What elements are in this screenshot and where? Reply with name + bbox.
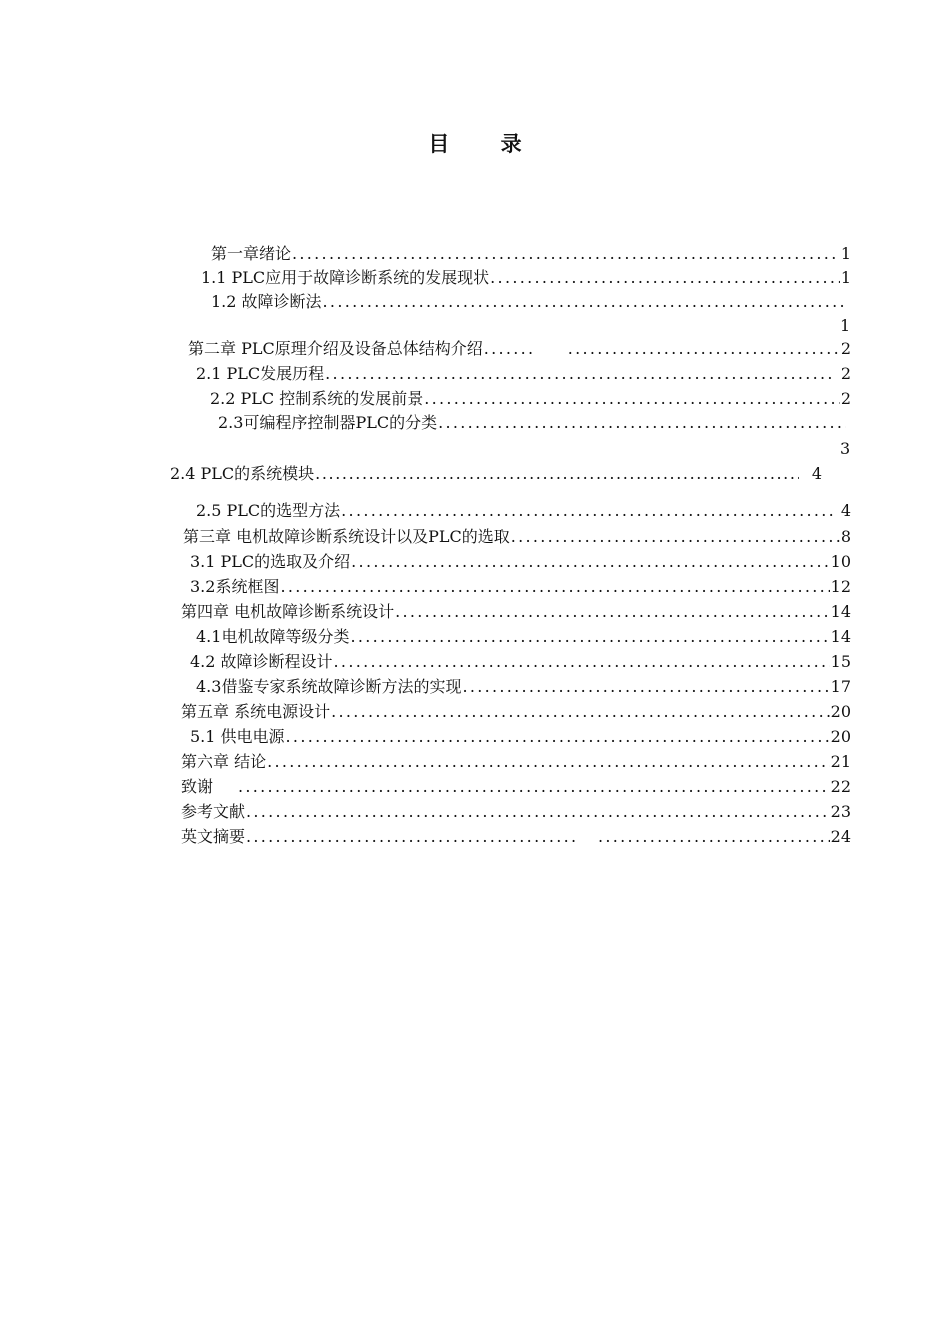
toc-entry-page: 21 xyxy=(830,752,851,771)
leader-dots xyxy=(341,501,834,521)
toc-entry-label: 第三章 电机故障诊断系统设计以及PLC的选取 xyxy=(183,527,510,546)
toc-entry-label: 4.3借鉴专家系统故障诊断方法的实现 xyxy=(196,677,462,696)
toc-entry-5-1[interactable] xyxy=(190,727,851,747)
toc-entry-ch4[interactable] xyxy=(181,602,851,622)
toc-entry-page: 23 xyxy=(830,802,851,821)
leader-dots xyxy=(424,389,840,409)
toc-entry-page: 1 xyxy=(840,244,851,263)
toc-entry-2-1[interactable] xyxy=(196,364,851,384)
toc-entry-english-abstract[interactable] xyxy=(181,827,851,847)
toc-entry-page: 20 xyxy=(830,702,851,721)
toc-entry-label: 3.2系统框图 xyxy=(190,577,280,596)
leader-dots xyxy=(286,727,830,747)
leader-dots xyxy=(490,268,840,288)
toc-entry-page: 20 xyxy=(830,727,851,746)
toc-entry-label: 英文摘要 xyxy=(181,827,246,846)
toc-entry-label: 第六章 结论 xyxy=(181,752,267,771)
toc-entry-page: 2 xyxy=(840,389,851,408)
toc-entry-label: 2.5 PLC的选型方法 xyxy=(196,501,341,520)
toc-entry-page: 22 xyxy=(830,777,851,796)
toc-entry-ch1[interactable] xyxy=(211,244,851,264)
toc-entry-label: 4.2 故障诊断程设计 xyxy=(190,652,333,671)
toc-entry-page: 2 xyxy=(840,339,851,358)
toc-entry-page: 8 xyxy=(840,527,851,546)
toc-entry-2-3[interactable] xyxy=(218,413,847,433)
toc-entry-2-2[interactable] xyxy=(210,389,851,409)
toc-entry-ch5[interactable] xyxy=(181,702,851,722)
toc-entry-label: 第二章 PLC原理介绍及设备总体结构介绍 xyxy=(188,339,483,358)
toc-entry-1-2[interactable] xyxy=(211,292,847,312)
leader-dots xyxy=(246,827,576,847)
toc-entry-page: 4 xyxy=(840,501,851,520)
leader-dots xyxy=(246,802,830,822)
toc-entry-3-2[interactable] xyxy=(190,577,851,597)
page-title: 目 录 xyxy=(428,132,544,156)
toc-entry-2-4[interactable] xyxy=(170,464,822,484)
leader-dots xyxy=(511,527,840,547)
toc-entry-page: 14 xyxy=(830,602,851,621)
toc-entry-page: 12 xyxy=(830,577,851,596)
toc-entry-ch3[interactable] xyxy=(183,527,851,547)
toc-entry-label: 第五章 系统电源设计 xyxy=(181,702,331,721)
toc-entry-page: 2 xyxy=(840,364,851,383)
toc-entry-label: 2.4 PLC的系统模块 xyxy=(170,464,315,483)
toc-entry-page: 1 xyxy=(840,268,851,287)
leader-dots xyxy=(325,364,834,384)
leader-dots xyxy=(331,702,830,722)
leader-dots xyxy=(323,292,846,312)
leader-dots xyxy=(568,339,840,359)
toc-entry-label: 4.1电机故障等级分类 xyxy=(196,627,350,646)
leader-dots xyxy=(334,652,830,672)
toc-entry-label: 第四章 电机故障诊断系统设计 xyxy=(181,602,395,621)
toc-entry-label: 3.1 PLC的选取及介绍 xyxy=(190,552,351,571)
toc-entry-label: 致谢 xyxy=(181,777,214,796)
toc-entry-page: 4 xyxy=(811,464,822,483)
toc-entry-label: 2.3可编程序控制器PLC的分类 xyxy=(218,413,438,432)
leader-dots xyxy=(484,339,536,359)
leader-dots xyxy=(462,677,829,697)
toc-entry-label: 1.1 PLC应用于故障诊断系统的发展现状 xyxy=(201,268,490,287)
toc-entry-label: 参考文献 xyxy=(181,802,246,821)
toc-entry-page: 14 xyxy=(830,627,851,646)
toc-entry-page: 24 xyxy=(830,827,851,846)
leader-dots xyxy=(350,627,829,647)
toc-entry-4-3[interactable] xyxy=(196,677,851,697)
toc-entry-4-1[interactable] xyxy=(196,627,851,647)
toc-entry-label: 5.1 供电电源 xyxy=(190,727,285,746)
toc-entry-4-2[interactable] xyxy=(190,652,851,672)
toc-entry-ch2[interactable] xyxy=(188,339,851,359)
toc-entry-ch6[interactable] xyxy=(181,752,851,772)
toc-entry-acknowledgements[interactable] xyxy=(181,777,851,797)
leader-dots xyxy=(351,552,829,572)
toc-entry-page: 10 xyxy=(830,552,851,571)
leader-dots xyxy=(238,777,830,797)
toc-entry-page: 3 xyxy=(840,439,851,458)
leader-dots xyxy=(395,602,830,622)
toc-entry-1-1[interactable] xyxy=(201,268,851,288)
toc-entry-label: 1.2 故障诊断法 xyxy=(211,292,322,311)
leader-dots xyxy=(267,752,830,772)
toc-entry-label: 2.1 PLC发展历程 xyxy=(196,364,325,383)
leader-dots xyxy=(315,464,799,484)
toc-entry-page: 17 xyxy=(830,677,851,696)
toc-entry-2-5[interactable] xyxy=(196,501,851,521)
toc-entry-references[interactable] xyxy=(181,802,851,822)
toc-entry-3-1[interactable] xyxy=(190,552,851,572)
leader-dots xyxy=(280,577,829,597)
toc-entry-label: 2.2 PLC 控制系统的发展前景 xyxy=(210,389,424,408)
leader-dots xyxy=(598,827,830,847)
leader-dots xyxy=(438,413,846,433)
toc-entry-page: 15 xyxy=(830,652,851,671)
toc-entry-page: 1 xyxy=(840,316,851,335)
toc-entry-label: 第一章绪论 xyxy=(211,244,292,263)
leader-dots xyxy=(292,244,840,264)
